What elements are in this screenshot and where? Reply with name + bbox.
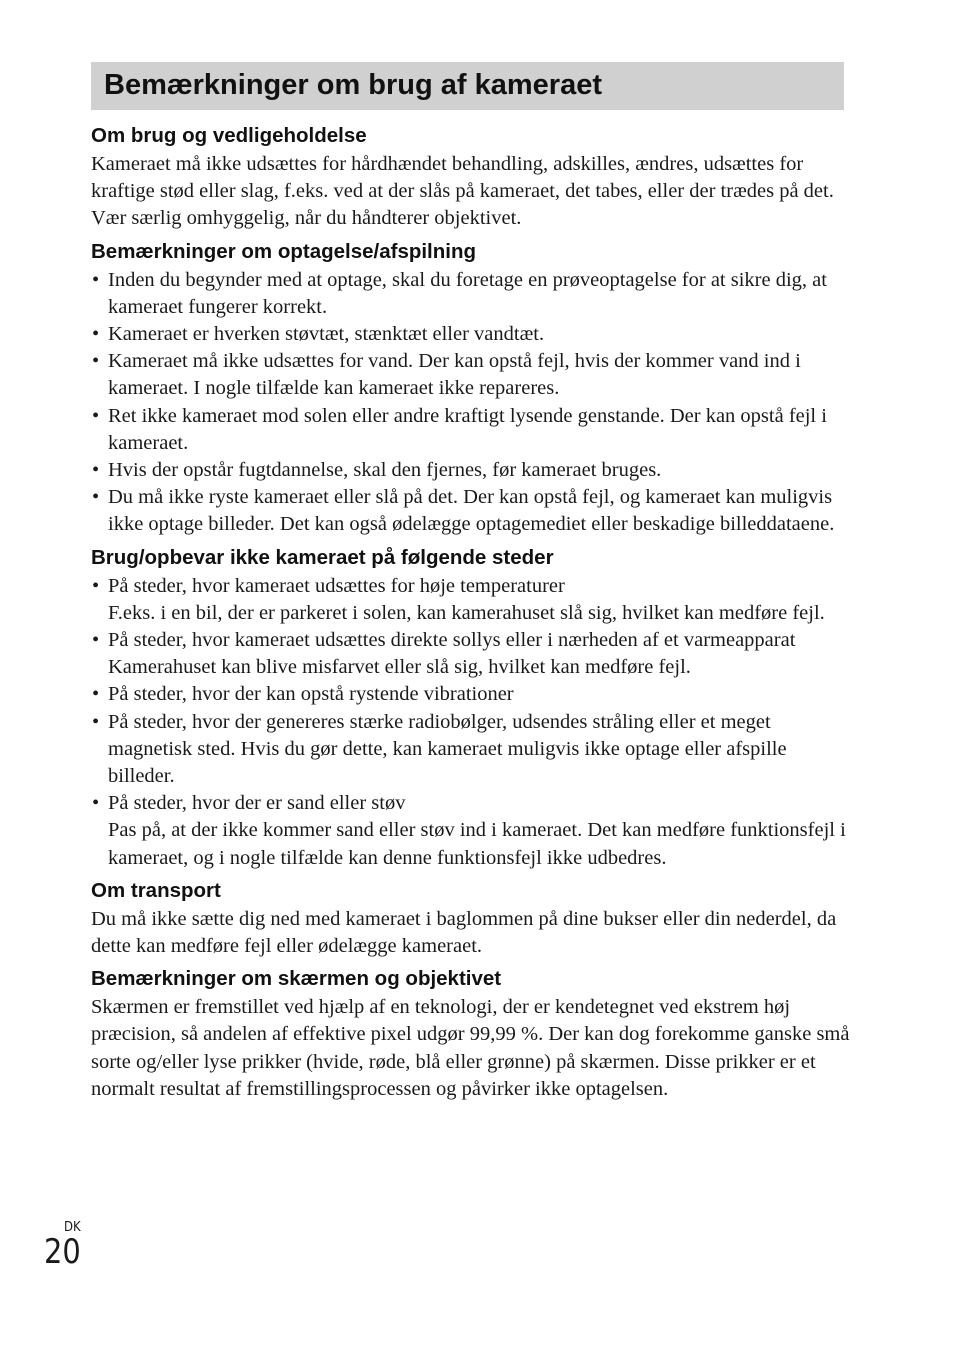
document-body (91, 118, 851, 1108)
bullet-icon: • (92, 710, 100, 733)
list-item (91, 267, 851, 321)
language-code: DK (64, 1220, 81, 1235)
section-heading: Brug/opbevar ikke kameraet på følgende steder (91, 545, 554, 569)
list-item (91, 790, 851, 872)
list-item (91, 627, 851, 681)
section-paragraph: Du må ikke sætte dig ned med kameraet i baglommen på dine bukser eller din nederdel, da dette kan medføre fejl eller ødelægge kameraet. (91, 907, 837, 958)
list-item-text: På steder, hvor kameraet udsættes for høje temperaturer (108, 574, 565, 597)
list-item-text: På steder, hvor der er sand eller støv (108, 792, 406, 815)
list-item (91, 348, 851, 402)
section-transport (91, 877, 851, 960)
section-storage-locations (91, 544, 851, 872)
list-item (91, 573, 851, 627)
list-item (91, 484, 851, 538)
bullet-icon: • (92, 683, 100, 706)
list-item-text: Ret ikke kameraet mod solen eller andre kraftigt lysende genstande. Der kan opstå fejl i kameraet. (108, 404, 827, 454)
list-item-text: På steder, hvor der genereres stærke radiobølger, udsendes stråling eller et meget magnetisk sted. Hvis du gør dette, kan kameraet muligvis ikke optage eller afspille billeder. (108, 710, 787, 788)
list-item-note: Pas på, at der ikke kommer sand eller støv ind i kameraet. Det kan medføre funktionsfejl i kameraet, og i nogle tilfælde kan denne funktionsfejl ikke udbedres. (108, 819, 846, 869)
section-heading: Om brug og vedligeholdelse (91, 124, 367, 147)
bullet-icon: • (92, 459, 100, 482)
bullet-icon: • (92, 792, 100, 815)
list-item (91, 321, 851, 348)
list-item-text: På steder, hvor kameraet udsættes direkte sollys eller i nærheden af et varmeapparat (108, 629, 796, 652)
section-paragraph: Skærmen er fremstillet ved hjælp af en teknologi, der er kendetegnet ved ekstrem høj præcision, så andelen af effektive pixel udgør 99,99 %. Der kan dog forekomme ganske små sorte og/eller lyse prikker (hvide, røde, blå eller grønne) på skærmen. Disse prikker er et normalt resultat af fremstillingsprocessen og påvirker ikke optagelsen. (91, 996, 850, 1100)
page-title: Bemærkninger om brug af kameraet (91, 62, 844, 110)
list-item (91, 403, 851, 457)
bullet-icon: • (92, 629, 100, 652)
page-number: 20 (44, 1232, 81, 1272)
bullet-icon: • (92, 323, 100, 346)
section-screen-lens (91, 965, 851, 1103)
section-paragraph: Kameraet må ikke udsættes for hårdhændet behandling, adskilles, ændres, udsættes for kraftige stød eller slag, f.eks. ved at der slås på kameraet, det tabes, eller der trædes på det. Vær særlig omhyggelig, når du håndterer objektivet. (91, 153, 834, 230)
bullet-icon: • (92, 404, 100, 427)
list-item-note: Kamerahuset kan blive misfarvet eller slå sig, hvilket kan medføre fejl. (108, 656, 691, 679)
bullet-icon: • (92, 268, 100, 291)
bullet-icon: • (92, 574, 100, 597)
list-item-text: På steder, hvor der kan opstå rystende vibrationer (108, 683, 514, 706)
list-item-text: Kameraet må ikke udsættes for vand. Der kan opstå fejl, hvis der kommer vand ind i kameraet. I nogle tilfælde kan kameraet ikke repareres. (108, 350, 801, 400)
list-item (91, 709, 851, 791)
bullet-icon: • (92, 350, 100, 373)
section-heading: Bemærkninger om optagelse/afspilning (91, 239, 477, 263)
section-recording-playback (91, 238, 851, 539)
list-item (91, 457, 851, 484)
section-heading: Bemærkninger om skærmen og objektivet (91, 967, 502, 991)
section-use-maintenance (91, 122, 851, 233)
list-item (91, 681, 851, 708)
list-item-text: Kameraet er hverken støvtæt, stænktæt eller vandtæt. (108, 323, 545, 346)
bullet-list (91, 573, 851, 872)
list-item-note: F.eks. i en bil, der er parkeret i solen, kan kamerahuset slå sig, hvilket kan medføre fejl. (108, 601, 825, 624)
list-item-text: Du må ikke ryste kameraet eller slå på det. Der kan opstå fejl, og kameraet kan muligvis ikke optage billeder. Det kan også ødelægge optagemediet eller beskadige billeddataene. (108, 486, 835, 536)
section-heading: Om transport (91, 878, 221, 902)
bullet-icon: • (92, 486, 100, 509)
bullet-list (91, 267, 851, 539)
list-item-text: Inden du begynder med at optage, skal du foretage en prøveoptagelse for at sikre dig, at kameraet fungerer korrekt. (108, 268, 827, 318)
list-item-text: Hvis der opstår fugtdannelse, skal den fjernes, før kameraet bruges. (108, 459, 662, 482)
